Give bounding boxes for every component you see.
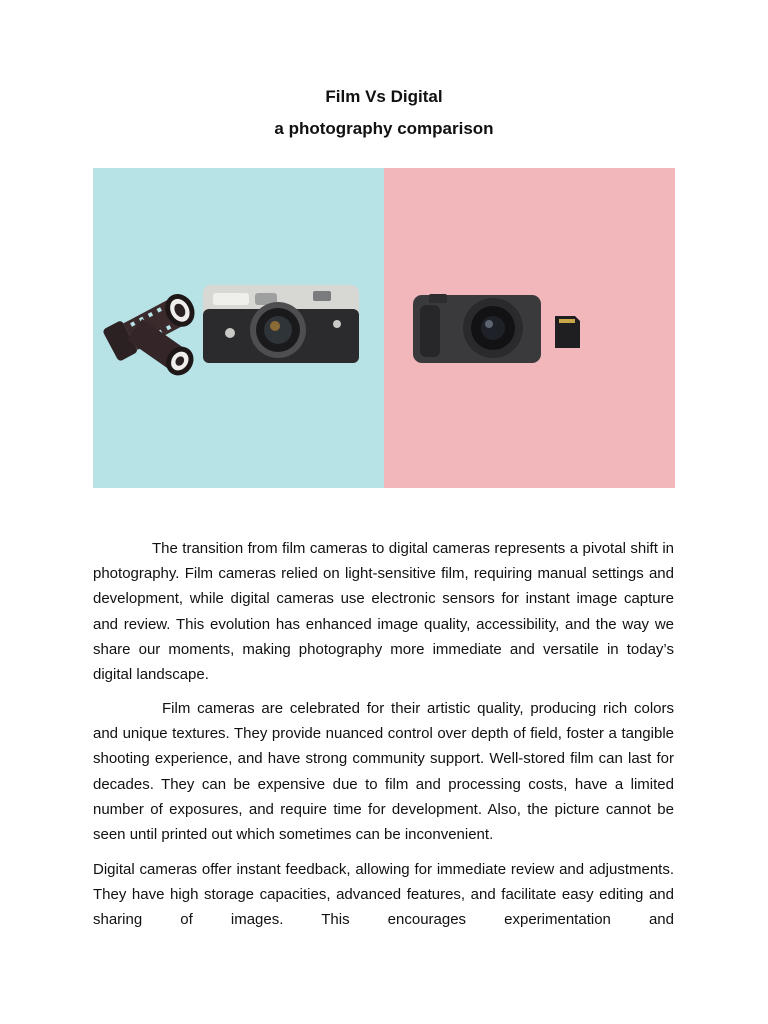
- sd-card-icon: [555, 316, 580, 348]
- paragraph-film-cameras: Film cameras are celebrated for their artistic quality, producing rich colors and unique textures. They provide nuanced control over depth of field, foster a tangible shooting experience, and have strong community support. Well-stored film can last for decades. They can be expensive due to film and processing costs, have a limited number of exposures, and require time for development. Also, the picture cannot be seen until printed out which sometimes can be inconvenient.: [93, 700, 674, 844]
- digital-camera-icon: [413, 294, 541, 363]
- paragraph-digital-cameras: Digital cameras offer instant feedback, allowing for immediate review and adjustments. They have high storage capacities, advanced features, and facilitate easy editing and sharing of images. This encourages experimentation and: [93, 861, 674, 929]
- film-camera-icon: [203, 285, 359, 363]
- film-vs-digital-photo: [93, 168, 675, 488]
- document-subtitle: a photography comparison: [274, 119, 494, 138]
- document-title: Film Vs Digital: [325, 87, 443, 106]
- paragraph-transition: The transition from film cameras to digital cameras represents a pivotal shift in photography. Film cameras relied on light-sensitive film, requiring manual settings and development, while digital cameras use electronic sensors for instant image capture and review. This evolution has enhanced image quality, accessibility, and the way we share our moments, making photography more immediate and versatile in today’s digital landscape.: [93, 540, 674, 684]
